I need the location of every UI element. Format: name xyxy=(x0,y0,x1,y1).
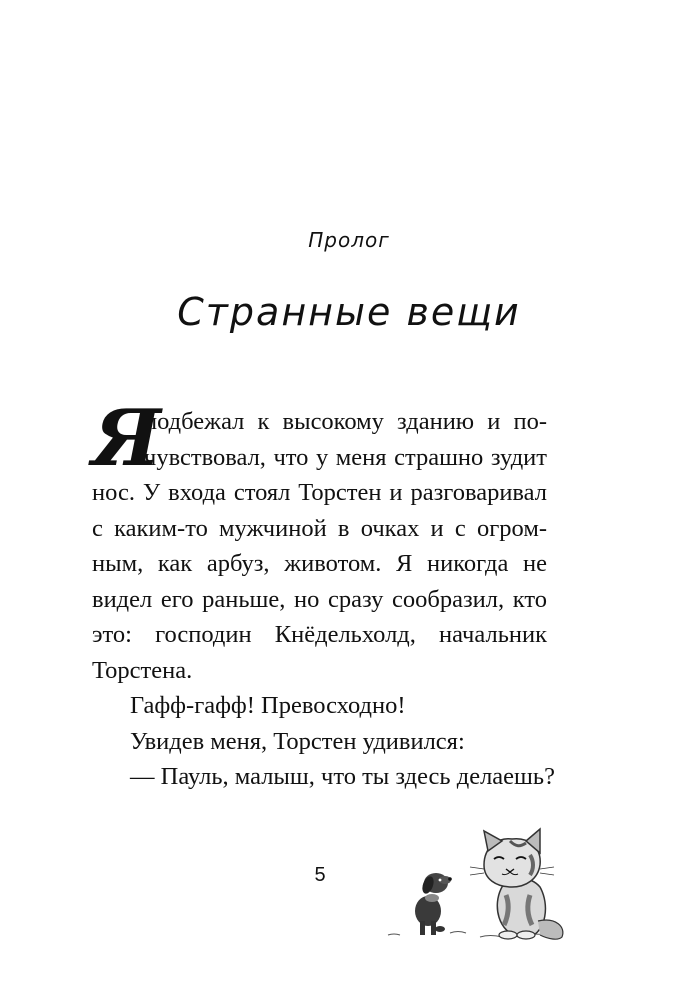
paragraph: Гафф-гафф! Превосходно! xyxy=(130,692,406,719)
text-line: видел его раньше, но сразу сообразил, кто xyxy=(92,585,547,613)
chapter-label: Пролог xyxy=(308,228,390,252)
text-line: Торстена. xyxy=(92,656,193,684)
cat-icon xyxy=(470,829,563,939)
text-line: подбежал к высокому зданию и по- xyxy=(144,408,547,435)
body-text xyxy=(92,393,555,795)
page-number: 5 xyxy=(314,864,326,886)
drop-cap: Я xyxy=(92,393,161,484)
text-line: с каким-то мужчиной в очках и с огром- xyxy=(92,514,547,542)
first-paragraph xyxy=(92,393,547,688)
text-line: чувствовал, что у меня страшно зудит xyxy=(144,443,547,471)
dog-and-cat-illustration xyxy=(380,825,580,943)
puppy-icon xyxy=(415,873,452,935)
text-line: ным, как арбуз, животом. Я никогда не xyxy=(92,550,547,577)
paragraph: — Пауль, малыш, что ты здесь делаешь? xyxy=(130,763,555,790)
paragraph: Увидев меня, Торстен удивился: xyxy=(130,727,465,755)
text-line: нос. У входа стоял Торстен и разговаривал xyxy=(92,479,547,506)
chapter-title: Странные вещи xyxy=(177,290,521,334)
text-line: это: господин Кнёдельхолд, начальник xyxy=(92,621,547,648)
